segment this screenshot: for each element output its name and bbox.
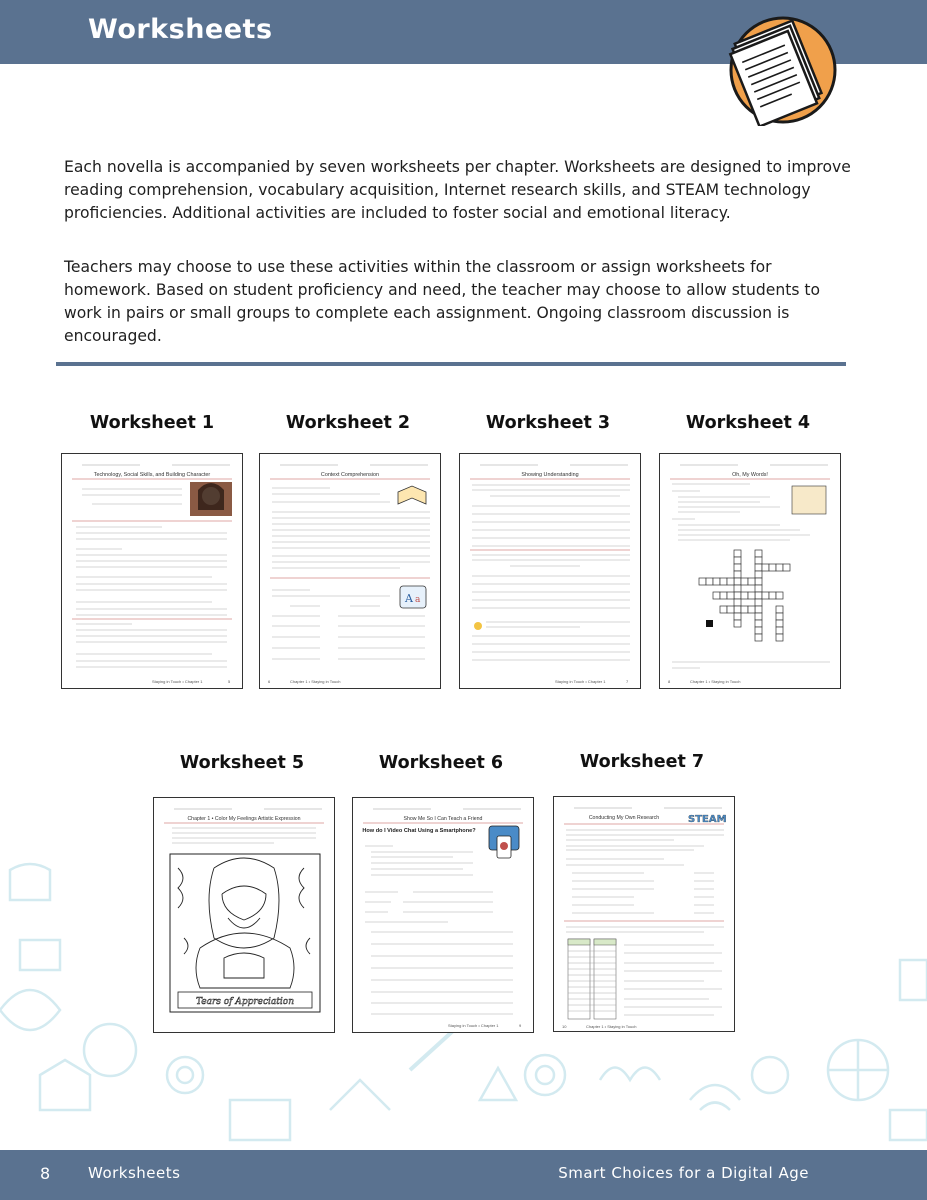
worksheet-6-page: 9 <box>519 1023 522 1028</box>
svg-text:a: a <box>415 595 421 605</box>
worksheet-1-page: 5 <box>228 679 231 684</box>
worksheets-papers-icon <box>722 14 842 126</box>
worksheet-6-subtitle: How do I Video Chat Using a Smartphone? <box>362 828 476 834</box>
page-title: Worksheets <box>88 14 273 45</box>
worksheet-4-page: 8 <box>668 679 671 684</box>
worksheet-6-title: Show Me So I Can Teach a Friend <box>403 816 483 822</box>
worksheet-3-page: 7 <box>626 679 629 684</box>
worksheet-6-thumbnail[interactable] <box>352 797 534 1033</box>
worksheet-5-label: Worksheet 5 <box>179 753 305 773</box>
worksheet-7-footer: Chapter 1 • Staying in Touch <box>586 1024 637 1029</box>
worksheet-3-title: Showing Understanding <box>521 472 579 478</box>
worksheet-4-label: Worksheet 4 <box>685 413 811 433</box>
page-number: 8 <box>40 1164 51 1183</box>
worksheet-3-label: Worksheet 3 <box>485 413 611 433</box>
worksheet-2-footer: Chapter 1 • Staying in Touch <box>290 679 341 684</box>
worksheet-7-badge: STEAM <box>688 814 727 825</box>
worksheet-1-footer: Staying in Touch • Chapter 1 <box>152 679 203 684</box>
worksheet-7-thumbnail[interactable] <box>553 796 735 1032</box>
worksheet-5-caption: Tears of Appreciation <box>195 997 295 1007</box>
worksheet-7-title: Conducting My Own Research <box>588 815 660 821</box>
worksheet-5-title: Chapter 1 • Color My Feelings Artistic Expression <box>187 816 301 822</box>
section-divider <box>56 362 846 366</box>
worksheet-7-page: 10 <box>562 1024 567 1029</box>
worksheet-1-title: Technology, Social Skills, and Building Character <box>93 472 211 478</box>
worksheet-2-page: 6 <box>268 679 271 684</box>
intro-paragraph-1: Each novella is accompanied by seven worksheets per chapter. Worksheets are designed to improve reading comprehension, vocabulary acquisition, Internet research skills, and STEAM technology proficiencies. Additional activities are included to foster social and emotional literacy. <box>64 158 851 222</box>
worksheet-6-footer: Staying in Touch • Chapter 1 <box>448 1023 499 1028</box>
worksheet-4-title: Oh, My Words! <box>732 472 768 478</box>
footer-book-title: Smart Choices for a Digital Age <box>558 1164 809 1182</box>
worksheet-2-thumbnail[interactable] <box>259 453 441 689</box>
intro-paragraph-2: Teachers may choose to use these activities within the classroom or assign worksheets for homework. Based on student proficiency and need, the teacher may choose to allow students to work in pairs or small groups to complete each assignment. Ongoing classroom discussion is encouraged. <box>64 258 821 345</box>
worksheet-6-label: Worksheet 6 <box>378 753 504 773</box>
worksheet-4-footer: Chapter 1 • Staying in Touch <box>690 679 741 684</box>
worksheet-3-footer: Staying in Touch • Chapter 1 <box>555 679 606 684</box>
page-footer <box>0 1150 927 1200</box>
worksheet-2-title: Context Comprehension <box>320 472 380 478</box>
worksheet-1-label: Worksheet 1 <box>89 413 215 433</box>
worksheet-4-thumbnail[interactable] <box>659 453 841 689</box>
worksheet-3-thumbnail[interactable] <box>459 453 641 689</box>
worksheet-2-label: Worksheet 2 <box>285 413 411 433</box>
svg-text:A: A <box>405 592 413 605</box>
worksheet-5-thumbnail[interactable] <box>153 797 335 1033</box>
footer-section-name: Worksheets <box>88 1164 181 1182</box>
worksheet-7-label: Worksheet 7 <box>579 752 705 772</box>
worksheet-1-thumbnail[interactable] <box>61 453 243 689</box>
